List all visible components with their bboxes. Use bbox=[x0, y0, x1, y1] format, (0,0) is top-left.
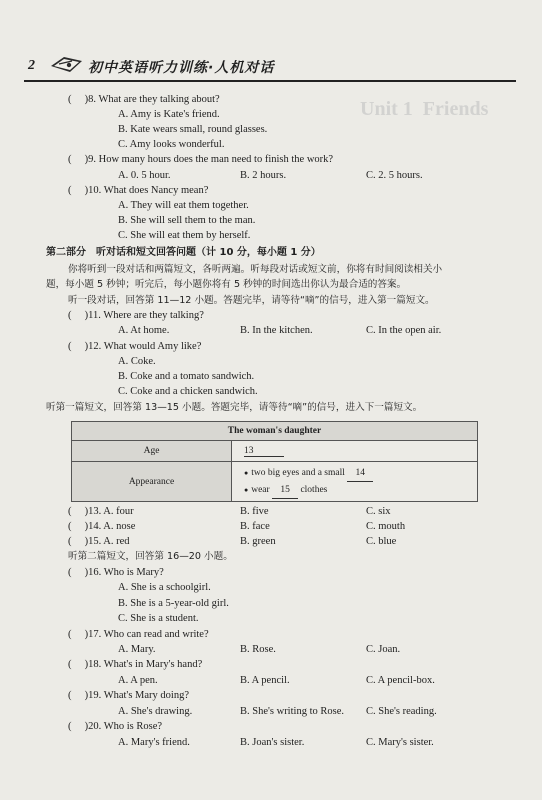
page-number: 2 bbox=[28, 58, 35, 73]
q18-option-b[interactable]: B. A pencil. bbox=[240, 675, 290, 686]
q9-option-a[interactable]: A. 0. 5 hour. bbox=[118, 170, 171, 181]
q16-option-c[interactable]: C. She is a student. bbox=[118, 613, 199, 624]
q20-option-b[interactable]: B. Joan's sister. bbox=[240, 737, 305, 748]
question-17: ( )17. Who can read and write? bbox=[68, 629, 209, 640]
question-19: ( )19. What's Mary doing? bbox=[68, 690, 189, 701]
ghost-unit-title: Unit 1 Friends bbox=[360, 98, 489, 120]
q18-option-a[interactable]: A. A pen. bbox=[118, 675, 158, 686]
blank-15[interactable]: 15 bbox=[272, 482, 298, 499]
appearance-line2-post: clothes bbox=[300, 484, 328, 495]
passage1-instruction: 听第一篇短文，回答第 13—15 小题。答题完毕，请等待“嘀”的信号，进入下一篇短文。 bbox=[46, 402, 423, 413]
q16-option-a[interactable]: A. She is a schoolgirl. bbox=[118, 582, 211, 593]
part2-heading: 第二部分 听对话和短文回答问题（计 10 分，每小题 1 分） bbox=[46, 247, 321, 258]
question-11: ( )11. Where are they talking? bbox=[68, 310, 204, 321]
age-label: Age bbox=[72, 441, 232, 462]
q8-option-a[interactable]: A. Amy is Kate's friend. bbox=[118, 109, 220, 120]
q10-option-b[interactable]: B. She will sell them to the man. bbox=[118, 215, 256, 226]
part2-intro-line2: 题，每小题 5 秒钟；听完后，每小题你将有 5 秒钟的时间选出你认为最合适的答案。 bbox=[46, 279, 407, 290]
q19-option-b[interactable]: B. She's writing to Rose. bbox=[240, 706, 344, 717]
q11-option-c[interactable]: C. In the open air. bbox=[366, 325, 442, 336]
dialogue-instruction: 听一段对话，回答第 11—12 小题。答题完毕，请等待“嘀”的信号，进入第一篇短文。 bbox=[68, 295, 435, 306]
appearance-line2-pre: wear bbox=[251, 484, 270, 495]
question-9: ( )9. How many hours does the man need to finish the work? bbox=[68, 154, 334, 165]
q11-option-a[interactable]: A. At home. bbox=[118, 325, 170, 336]
q9-option-b[interactable]: B. 2 hours. bbox=[240, 170, 287, 181]
q17-option-a[interactable]: A. Mary. bbox=[118, 644, 156, 655]
q16-option-b[interactable]: B. She is a 5-year-old girl. bbox=[118, 598, 229, 609]
appearance-cell bbox=[232, 462, 478, 502]
question-14: ( )14. A. nose bbox=[68, 521, 136, 532]
q19-option-a[interactable]: A. She's drawing. bbox=[118, 706, 193, 717]
q17-option-b[interactable]: B. Rose. bbox=[240, 644, 276, 655]
q11-option-b[interactable]: B. In the kitchen. bbox=[240, 325, 313, 336]
bullet-icon: ● bbox=[244, 485, 249, 494]
q13-option-b[interactable]: B. five bbox=[240, 506, 269, 517]
q12-option-b[interactable]: B. Coke and a tomato sandwich. bbox=[118, 371, 255, 382]
table-title: The woman's daughter bbox=[72, 422, 478, 441]
q20-option-a[interactable]: A. Mary's friend. bbox=[118, 737, 190, 748]
q15-option-b[interactable]: B. green bbox=[240, 536, 276, 547]
question-10: ( )10. What does Nancy mean? bbox=[68, 185, 209, 196]
daughter-info-table bbox=[71, 421, 478, 502]
q10-option-c[interactable]: C. She will eat them by herself. bbox=[118, 230, 251, 241]
q9-option-c[interactable]: C. 2. 5 hours. bbox=[366, 170, 423, 181]
question-20: ( )20. Who is Rose? bbox=[68, 721, 163, 732]
q8-option-c[interactable]: C. Amy looks wonderful. bbox=[118, 139, 225, 150]
passage2-instruction: 听第二篇短文，回答第 16—20 小题。 bbox=[68, 551, 233, 562]
age-value: 13 bbox=[244, 446, 284, 457]
q10-option-a[interactable]: A. They will eat them together. bbox=[118, 200, 249, 211]
q19-option-c[interactable]: C. She's reading. bbox=[366, 706, 437, 717]
q14-option-c[interactable]: C. mouth bbox=[366, 521, 406, 532]
question-8: ( )8. What are they talking about? bbox=[68, 94, 220, 105]
header-rule bbox=[24, 80, 516, 82]
appearance-label: Appearance bbox=[72, 462, 232, 502]
bullet-icon: ● bbox=[244, 468, 249, 477]
q14-option-b[interactable]: B. face bbox=[240, 521, 270, 532]
q20-option-c[interactable]: C. Mary's sister. bbox=[366, 737, 434, 748]
q13-option-c[interactable]: C. six bbox=[366, 506, 391, 517]
q18-option-c[interactable]: C. A pencil-box. bbox=[366, 675, 435, 686]
question-15: ( )15. A. red bbox=[68, 536, 130, 547]
question-12: ( )12. What would Amy like? bbox=[68, 341, 202, 352]
part2-intro-line1: 你将听到一段对话和两篇短文，各听两遍。听每段对话或短文前，你将有时间阅读相关小 bbox=[68, 264, 443, 275]
blank-14[interactable]: 14 bbox=[347, 465, 373, 482]
q12-option-a[interactable]: A. Coke. bbox=[118, 356, 156, 367]
q17-option-c[interactable]: C. Joan. bbox=[366, 644, 401, 655]
q15-option-c[interactable]: C. blue bbox=[366, 536, 397, 547]
question-13: ( )13. A. four bbox=[68, 506, 134, 517]
page-header bbox=[0, 52, 542, 82]
header-title: 初中英语听力训练·人机对话 bbox=[88, 60, 275, 76]
age-value-cell bbox=[232, 441, 478, 462]
q8-option-b[interactable]: B. Kate wears small, round glasses. bbox=[118, 124, 268, 135]
book-logo-icon bbox=[48, 52, 86, 76]
appearance-line1-text: two big eyes and a small bbox=[251, 467, 345, 478]
question-16: ( )16. Who is Mary? bbox=[68, 567, 164, 578]
q12-option-c[interactable]: C. Coke and a chicken sandwich. bbox=[118, 386, 258, 397]
question-18: ( )18. What's in Mary's hand? bbox=[68, 659, 203, 670]
